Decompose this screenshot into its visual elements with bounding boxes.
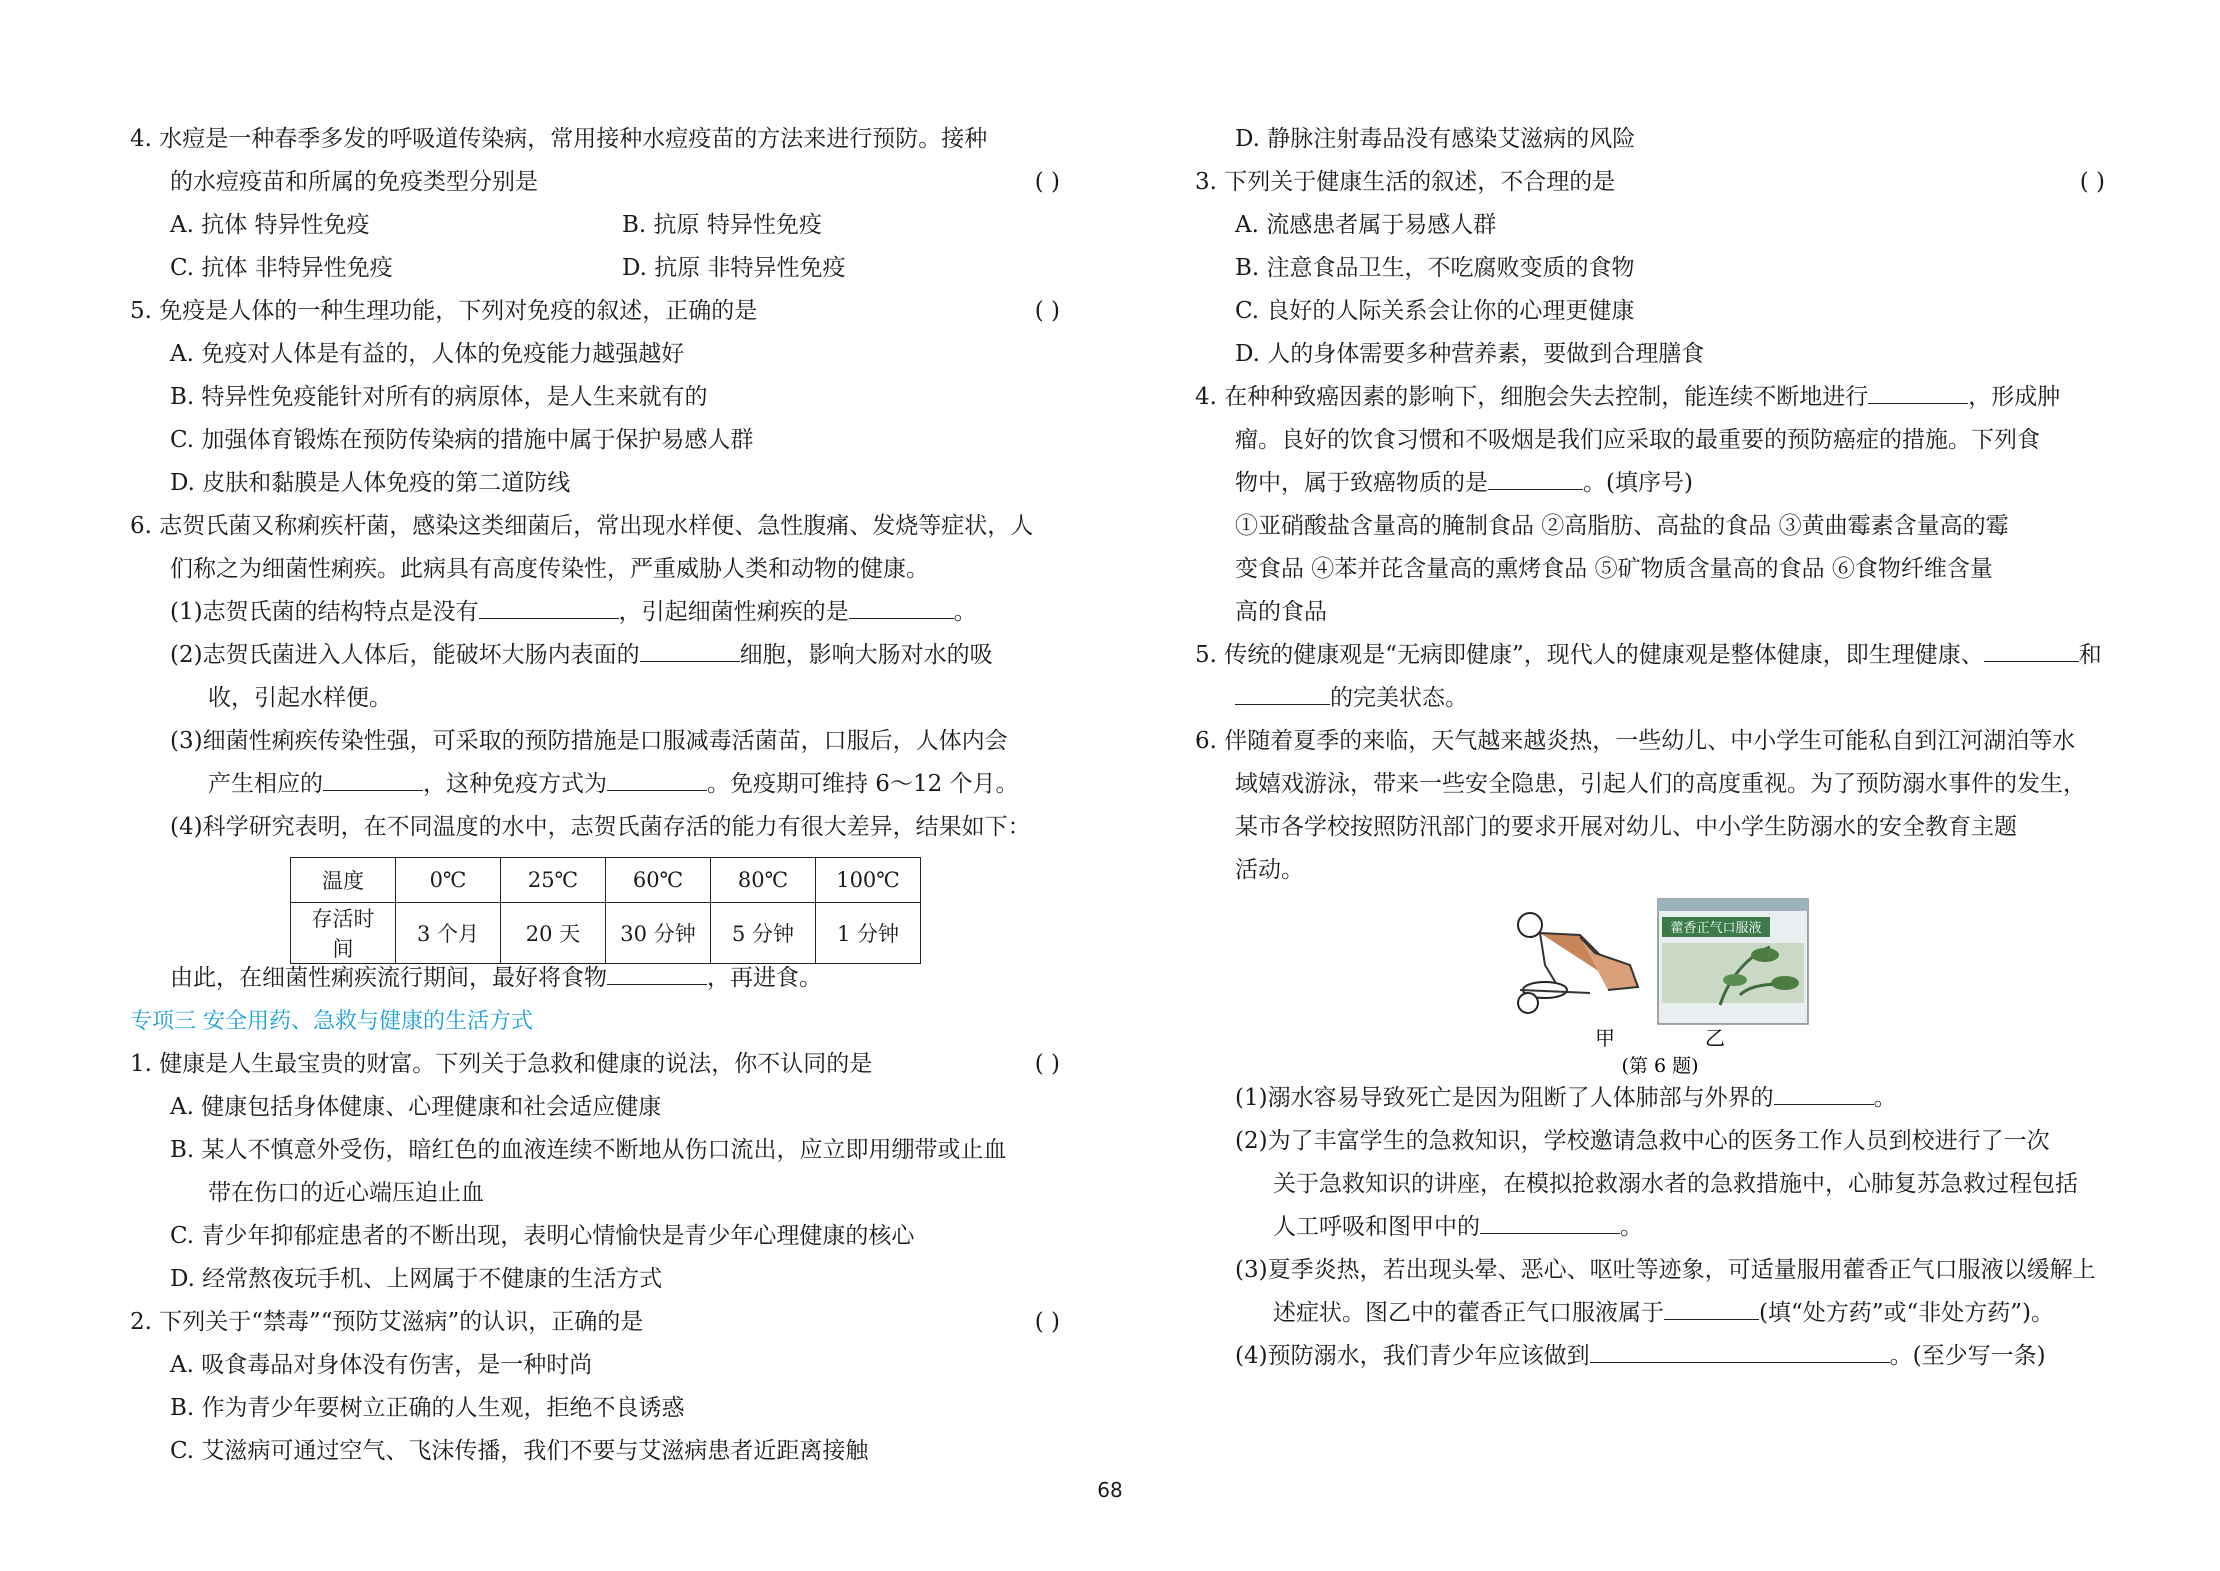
sub-question-text: 。 xyxy=(1620,1214,1643,1240)
option-d: D. 静脉注射毒品没有感染艾滋病的风险 xyxy=(1235,126,1636,152)
sub-question-text: 述症状。图乙中的藿香正气口服液属于 xyxy=(1273,1300,1664,1326)
table-cell: 25℃ xyxy=(501,858,606,903)
fill-blank[interactable] xyxy=(607,765,707,791)
left-column xyxy=(130,118,1060,1473)
sub-question-text: 人工呼吸和图甲中的 xyxy=(1273,1214,1480,1240)
practice-2-stem: 2. 下列关于“禁毒”“预防艾滋病”的认识，正确的是 xyxy=(130,1309,644,1335)
table-cell: 0℃ xyxy=(396,858,501,903)
table-cell: 20 天 xyxy=(501,903,606,964)
sub-question-text: 。 xyxy=(1873,1085,1897,1111)
answer-paren: ( ) xyxy=(1034,1051,1060,1077)
question-6-line-1: 6. 志贺氏菌又称痢疾杆菌，感染这类细菌后，常出现水样便、急性腹痛、发烧等症状，人 xyxy=(130,513,1034,539)
sub-question-text: (4)预防溺水，我们青少年应该做到 xyxy=(1235,1343,1590,1369)
practice-5-line-2 xyxy=(1195,677,2105,720)
sub-question-text: (1)溺水容易导致死亡是因为阻断了人体肺部与外界的 xyxy=(1235,1085,1774,1111)
sub-question-text: 。免疫期可维持 6～12 个月。 xyxy=(707,771,1019,797)
answer-paren: ( ) xyxy=(2079,169,2105,195)
sub-question-text: 。 xyxy=(953,599,977,625)
sub-question-text: 。(至少写一条) xyxy=(1889,1343,2046,1369)
figure-caption: (第 6 题) xyxy=(1621,1055,1699,1075)
question-4-options-cd xyxy=(130,247,1060,290)
sub-question-3-cont xyxy=(1195,1292,2105,1335)
practice-5-line-1 xyxy=(1195,634,2105,677)
answer-paren: ( ) xyxy=(1034,1309,1060,1335)
practice-4-line-5: 变食品 ④苯并芘含量高的熏烤食品 ⑤矿物质含量高的食品 ⑥食物纤维含量 xyxy=(1235,556,1993,582)
practice-2-line-1 xyxy=(130,1301,1060,1344)
question-5-stem: 5. 免疫是人体的一种生理功能，下列对免疫的叙述，正确的是 xyxy=(130,298,758,324)
sub-question-2: (2)为了丰富学生的急救知识，学校邀请急救中心的医务工作人员到校进行了一次 xyxy=(1235,1128,2050,1154)
sub-question-3: (3)细菌性痢疾传染性强，可采取的预防措施是口服减毒活菌苗，口服后，人体内会 xyxy=(170,728,1008,754)
option-b-cont: 带在伤口的近心端压迫止血 xyxy=(208,1180,484,1206)
practice-6-line-2: 域嬉戏游泳，带来一些安全隐患，引起人们的高度重视。为了预防溺水事件的发生， xyxy=(1235,771,2086,797)
sub-question-text: ，再进食。 xyxy=(707,965,822,991)
practice-6-line-4: 活动。 xyxy=(1235,857,1304,883)
table-cell: 30 分钟 xyxy=(606,903,711,964)
sub-question-text: 细胞，影响大肠对水的吸 xyxy=(739,642,993,668)
option-b: B. 某人不慎意外受伤，暗红色的血液连续不断地从伤口流出，应立即用绷带或止血 xyxy=(170,1137,1007,1163)
box-label: 藿香正气口服液 xyxy=(1670,921,1762,936)
sub-question-text: (1)志贺氏菌的结构特点是没有 xyxy=(170,599,479,625)
sub-question-text: 由此，在细菌性痢疾流行期间，最好将食物 xyxy=(170,965,607,991)
practice-4-text: ，形成肿 xyxy=(1968,384,2061,410)
practice-5-text: 的完美状态。 xyxy=(1330,685,1468,711)
section-title: 专项三 安全用药、急救与健康的生活方式 xyxy=(130,1009,533,1034)
fill-blank[interactable] xyxy=(1984,636,2079,662)
option-a: A. 流感患者属于易感人群 xyxy=(1235,212,1497,238)
survival-table xyxy=(290,857,921,964)
practice-4-line-4: ①亚硝酸盐含量高的腌制食品 ②高脂肪、高盐的食品 ③黄曲霉素含量高的霉 xyxy=(1235,513,2009,539)
option-c: C. 艾滋病可通过空气、飞沫传播，我们不要与艾滋病患者近距离接触 xyxy=(170,1438,869,1464)
fill-blank[interactable] xyxy=(1480,1208,1620,1234)
practice-5-text: 和 xyxy=(2078,642,2102,668)
table-row xyxy=(291,858,921,903)
option-c: C. 青少年抑郁症患者的不断出现，表明心情愉快是青少年心理健康的核心 xyxy=(170,1223,915,1249)
sub-question-text: 产生相应的 xyxy=(208,771,323,797)
sub-question-5 xyxy=(130,957,1060,1000)
practice-4-text: 。(填序号) xyxy=(1583,470,1693,496)
option-b: B. 注意食品卫生，不吃腐败变质的食物 xyxy=(1235,255,1635,281)
option-d: D. 人的身体需要多种营养素，要做到合理膳食 xyxy=(1235,341,1705,367)
fill-blank[interactable] xyxy=(607,959,707,985)
option-a: A. 免疫对人体是有益的，人体的免疫能力越强越好 xyxy=(170,341,685,367)
sub-question-2-cont: 关于急救知识的讲座，在模拟抢救溺水者的急救措施中，心肺复苏急救过程包括 xyxy=(1273,1171,2078,1197)
right-column xyxy=(1195,118,2105,1378)
sub-question-2 xyxy=(130,634,1060,677)
practice-6-line-1: 6. 伴随着夏季的来临，天气越来越炎热，一些幼儿、中小学生可能私自到江河湖泊等水 xyxy=(1195,728,2076,754)
cpr-illustration xyxy=(1500,895,2080,1075)
table-row xyxy=(291,903,921,964)
question-6-line-2: 们称之为细菌性痢疾。此病具有高度传染性，严重威胁人类和动物的健康。 xyxy=(170,556,929,582)
option-c: C. 加强体育锻炼在预防传染病的措施中属于保护易感人群 xyxy=(170,427,754,453)
sub-question-4 xyxy=(1195,1335,2105,1378)
question-4-stem: 的水痘疫苗和所属的免疫类型分别是 xyxy=(170,169,538,195)
option-d: D. 皮肤和黏膜是人体免疫的第二道防线 xyxy=(170,470,571,496)
table-cell: 存活时间 xyxy=(291,903,396,964)
option-b: B. 作为青少年要树立正确的人生观，拒绝不良诱惑 xyxy=(170,1395,685,1421)
rescuer-figure xyxy=(1518,913,1638,1013)
question-4-options-ab xyxy=(130,204,1060,247)
option-a: A. 健康包括身体健康、心理健康和社会适应健康 xyxy=(170,1094,662,1120)
figure-6 xyxy=(1500,895,2080,1075)
question-4-line-2 xyxy=(130,161,1060,204)
practice-4-line-6: 高的食品 xyxy=(1235,599,1327,625)
table-wrapper xyxy=(130,849,1060,961)
practice-1-stem: 1. 健康是人生最宝贵的财富。下列关于急救和健康的说法，你不认同的是 xyxy=(130,1051,873,1077)
table-cell: 60℃ xyxy=(606,858,711,903)
sub-question-2-cont xyxy=(1195,1206,2105,1249)
sub-question-text: ，引起细菌性痢疾的是 xyxy=(618,599,849,625)
fill-blank[interactable] xyxy=(1664,1294,1759,1320)
option-d: D. 抗原 非特异性免疫 xyxy=(622,255,846,281)
option-c: C. 抗体 非特异性免疫 xyxy=(170,255,393,281)
option-b: B. 抗原 特异性免疫 xyxy=(622,212,822,238)
figure-label-yi: 乙 xyxy=(1705,1026,1725,1050)
fill-blank[interactable] xyxy=(849,593,954,619)
question-5-line-1 xyxy=(130,290,1060,333)
option-d: D. 经常熬夜玩手机、上网属于不健康的生活方式 xyxy=(170,1266,663,1292)
fill-blank[interactable] xyxy=(1235,679,1330,705)
option-a: A. 抗体 特异性免疫 xyxy=(170,212,370,238)
question-4-line-1: 4. 水痘是一种春季多发的呼吸道传染病，常用接种水痘疫苗的方法来进行预防。接种 xyxy=(130,126,988,152)
figure-label-jia: 甲 xyxy=(1595,1026,1615,1050)
sub-question-2-cont: 收，引起水样便。 xyxy=(208,685,392,711)
sub-question-4: (4)科学研究表明，在不同温度的水中，志贺氏菌存活的能力有很大差异，结果如下： xyxy=(170,814,1031,840)
table-cell: 5 分钟 xyxy=(711,903,816,964)
sub-question-text: (填“处方药”或“非处方药”)。 xyxy=(1759,1300,2054,1326)
sub-question-text: (2)志贺氏菌进入人体后，能破坏大肠内表面的 xyxy=(170,642,640,668)
practice-4-line-2: 瘤。良好的饮食习惯和不吸烟是我们应采取的最重要的预防癌症的措施。下列食 xyxy=(1235,427,2040,453)
fill-blank[interactable] xyxy=(1774,1079,1874,1105)
practice-3-line-1 xyxy=(1195,161,2105,204)
fill-blank[interactable] xyxy=(1590,1337,1890,1363)
sub-question-1 xyxy=(1195,1077,2105,1120)
option-a: A. 吸食毒品对身体没有伤害，是一种时尚 xyxy=(170,1352,593,1378)
fill-blank[interactable] xyxy=(640,636,740,662)
table-cell: 1 分钟 xyxy=(816,903,921,964)
fill-blank[interactable] xyxy=(323,765,423,791)
practice-4-line-3 xyxy=(1195,462,2105,505)
practice-4-text: 4. 在种种致癌因素的影响下，细胞会失去控制，能连续不断地进行 xyxy=(1195,384,1869,410)
practice-6-line-3: 某市各学校按照防汛部门的要求开展对幼儿、中小学生防溺水的安全教育主题 xyxy=(1235,814,2017,840)
sub-question-3-cont xyxy=(130,763,1060,806)
option-b: B. 特异性免疫能针对所有的病原体，是人生来就有的 xyxy=(170,384,708,410)
table-cell: 温度 xyxy=(291,858,396,903)
practice-5-text: 5. 传统的健康观是“无病即健康”，现代人的健康观是整体健康，即生理健康、 xyxy=(1195,642,1984,668)
table-cell: 100℃ xyxy=(816,858,921,903)
page-number: 68 xyxy=(1097,1478,1123,1502)
fill-blank[interactable] xyxy=(1868,378,1968,404)
table-cell: 80℃ xyxy=(711,858,816,903)
answer-paren: ( ) xyxy=(1034,298,1060,324)
fill-blank[interactable] xyxy=(479,593,619,619)
practice-4-text: 物中，属于致癌物质的是 xyxy=(1235,470,1488,496)
answer-paren: ( ) xyxy=(1034,169,1060,195)
sub-question-3: (3)夏季炎热，若出现头晕、恶心、呕吐等迹象，可适量服用藿香正气口服液以缓解上 xyxy=(1235,1257,2096,1283)
option-c: C. 良好的人际关系会让你的心理更健康 xyxy=(1235,298,1635,324)
sub-question-1 xyxy=(130,591,1060,634)
fill-blank[interactable] xyxy=(1488,464,1583,490)
practice-3-stem: 3. 下列关于健康生活的叙述，不合理的是 xyxy=(1195,169,1616,195)
practice-4-line-1 xyxy=(1195,376,2105,419)
medicine-box xyxy=(1658,899,1808,1024)
table-cell: 3 个月 xyxy=(396,903,501,964)
sub-question-text: ，这种免疫方式为 xyxy=(423,771,607,797)
practice-1-line-1 xyxy=(130,1043,1060,1086)
